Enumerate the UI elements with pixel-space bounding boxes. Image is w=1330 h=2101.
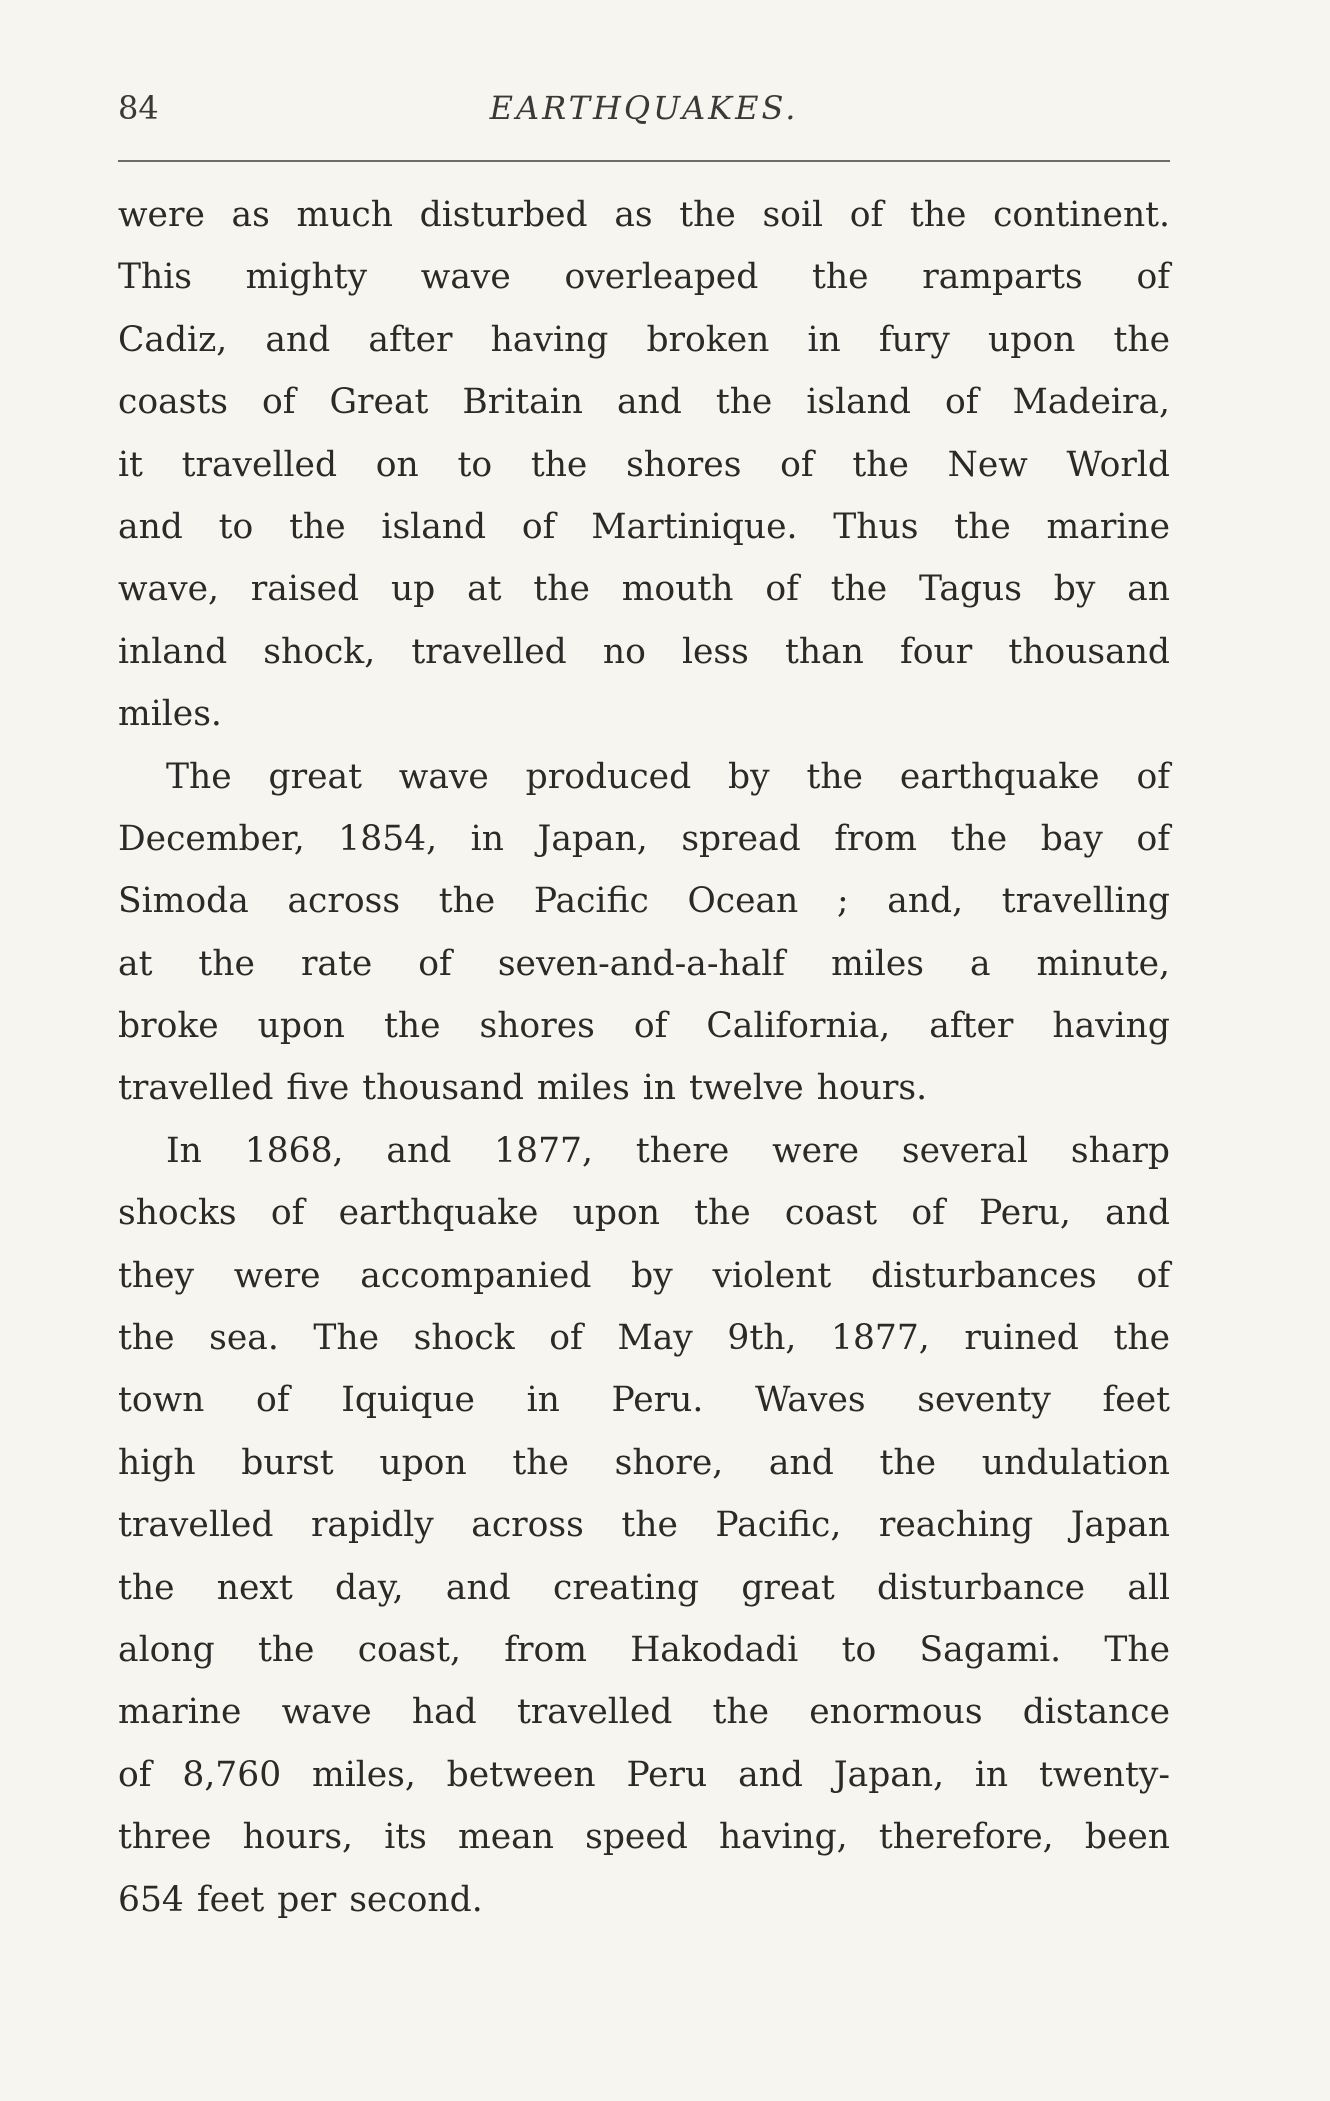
text-line: travelled rapidly across the Pacific, reaching Japan <box>118 1505 1170 1546</box>
text-line: they were accompanied by violent disturbances of <box>118 1255 1170 1296</box>
text-line: Simoda across the Pacific Ocean ; and, travelling <box>118 881 1170 922</box>
text-line: Cadiz, and after having broken in fury upon the <box>118 319 1170 360</box>
text-line: December, 1854, in Japan, spread from the bay of <box>118 818 1170 859</box>
text-line: it travelled on to the shores of the New World <box>118 444 1170 485</box>
text-line: travelled five thousand miles in twelve hours. <box>118 1068 928 1109</box>
text-line: coasts of Great Britain and the island of Madeira, <box>118 382 1170 423</box>
text-line: and to the island of Martinique. Thus the marine <box>118 506 1170 547</box>
text-line: marine wave had travelled the enormous distance <box>118 1692 1170 1733</box>
text-line: along the coast, from Hakodadi to Sagami. The <box>118 1629 1170 1670</box>
body-text <box>118 184 1170 1931</box>
text-line: three hours, its mean speed having, therefore, been <box>118 1817 1170 1858</box>
running-title: EARTHQUAKES. <box>489 89 799 127</box>
text-line: town of Iquique in Peru. Waves seventy feet <box>118 1380 1170 1421</box>
text-line: inland shock, travelled no less than four thousand <box>118 631 1170 672</box>
page-number: 84 <box>118 89 159 127</box>
text-line: shocks of earthquake upon the coast of Peru, and <box>118 1193 1170 1234</box>
text-line: 654 feet per second. <box>118 1879 483 1920</box>
text-line: wave, raised up at the mouth of the Tagus by an <box>118 569 1170 610</box>
text-line: at the rate of seven-and-a-half miles a minute, <box>118 943 1170 984</box>
text-line: In 1868, and 1877, there were several sharp <box>166 1130 1170 1171</box>
text-line: of 8,760 miles, between Peru and Japan, in twenty- <box>118 1754 1170 1795</box>
text-line: The great wave produced by the earthquake of <box>166 756 1170 797</box>
text-line: miles. <box>118 694 222 735</box>
text-line: high burst upon the shore, and the undulation <box>118 1442 1170 1483</box>
header-rule <box>118 160 1170 162</box>
text-line: broke upon the shores of California, after having <box>118 1006 1170 1047</box>
paragraph-3 <box>118 1120 1170 1931</box>
paragraph-1 <box>118 184 1170 746</box>
text-line: the sea. The shock of May 9th, 1877, ruined the <box>118 1318 1170 1359</box>
text-line: were as much disturbed as the soil of the continent. <box>118 195 1170 235</box>
text-line: This mighty wave overleaped the ramparts of <box>118 257 1170 298</box>
text-line: the next day, and creating great disturbance all <box>118 1567 1170 1608</box>
paragraph-2 <box>118 746 1170 1120</box>
running-head <box>118 88 1170 138</box>
